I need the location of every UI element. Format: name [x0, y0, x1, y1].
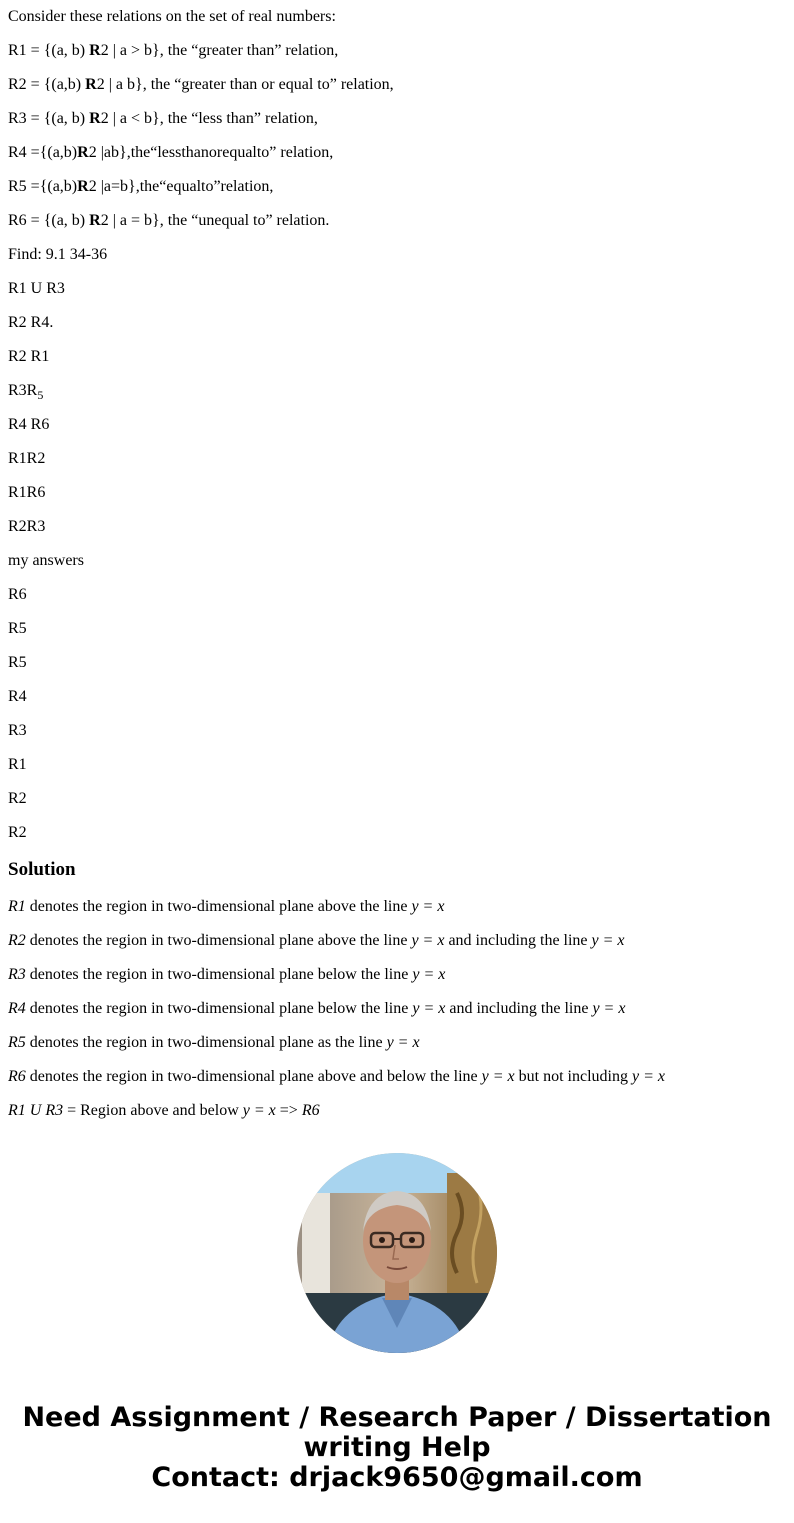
relation-text: 2 | a > b}, the “greater than” relation,: [100, 42, 339, 59]
intro-text: Consider these relations on the set of real numbers:: [8, 8, 336, 25]
question-item: R4 R6: [8, 416, 50, 433]
solution-line: [8, 958, 788, 992]
answer-item: R3: [8, 722, 27, 739]
relation-name: R6: [8, 1068, 26, 1085]
relation-text: R1 = {(a, b): [8, 42, 90, 59]
relation-r3: [8, 102, 788, 136]
solution-text: denotes the region in two-dimensional plane as the line: [25, 1034, 387, 1051]
equation: y = x: [411, 932, 445, 949]
answer-item: R2: [8, 790, 27, 807]
equation: y = x: [631, 1068, 665, 1085]
promo-banner: [0, 1403, 794, 1493]
equation: y = x: [386, 1034, 420, 1051]
solution-text: denotes the region in two-dimensional plane below the line: [25, 1000, 413, 1017]
solution-line: [8, 1060, 788, 1094]
real-set-symbol: R: [89, 42, 101, 59]
solution-line: [8, 890, 788, 924]
solution-text: =>: [275, 1102, 302, 1119]
solution-text: denotes the region in two-dimensional plane above the line: [25, 898, 412, 915]
equation: y = x: [592, 1000, 626, 1017]
relation-text: 2 | a = b}, the “unequal to” relation.: [100, 212, 330, 229]
relation-name: R2: [8, 932, 26, 949]
equation: y = x: [412, 1000, 446, 1017]
relation-text: R3 = {(a, b): [8, 110, 90, 127]
answer-item: R2: [8, 824, 27, 841]
author-photo: [297, 1153, 497, 1353]
find-label: Find: 9.1 34-36: [8, 246, 108, 263]
promo-line: writing Help: [303, 1432, 491, 1463]
equation: y = x: [412, 966, 446, 983]
question-item: R1 U R3: [8, 280, 65, 297]
question-item: [8, 374, 788, 408]
real-set-symbol: R: [77, 178, 89, 195]
real-set-symbol: R: [85, 76, 97, 93]
question-item: R2 R4.: [8, 314, 54, 331]
relation-r5: [8, 170, 788, 204]
solution-text: and including the line: [445, 1000, 593, 1017]
question-item: R1R2: [8, 450, 46, 467]
solution-line: [8, 992, 788, 1026]
equation: y = x: [411, 898, 445, 915]
relation-text: R2 = {(a,b): [8, 76, 86, 93]
relation-name: R3: [8, 966, 26, 983]
answers-label: my answers: [8, 552, 84, 569]
question-item: R2R3: [8, 518, 46, 535]
relation-r2: [8, 68, 788, 102]
relation-text: 2 | a < b}, the “less than” relation,: [100, 110, 318, 127]
relation-text: 2 | a b}, the “greater than or equal to” relation,: [96, 76, 394, 93]
solution-heading: Solution: [8, 859, 76, 880]
relation-r6: [8, 204, 788, 238]
answer-item: R1: [8, 756, 27, 773]
document-body: [8, 0, 788, 1122]
answer-item: R6: [8, 586, 27, 603]
relation-text: R4 ={(a,b): [8, 144, 78, 161]
relation-r1: [8, 34, 788, 68]
relation-text: R5 ={(a,b): [8, 178, 78, 195]
relation-text: 2 |ab},the“lessthanorequalto” relation,: [88, 144, 334, 161]
solution-text: = Region above and below: [63, 1102, 243, 1119]
real-set-symbol: R: [89, 212, 101, 229]
equation: y = x: [481, 1068, 515, 1085]
relation-name: R5: [8, 1034, 26, 1051]
solution-line: [8, 1026, 788, 1060]
solution-text: denotes the region in two-dimensional plane above the line: [25, 932, 412, 949]
solution-line-truncated: [8, 1094, 788, 1122]
solution-text: but not including: [514, 1068, 632, 1085]
question-item: R2 R1: [8, 348, 50, 365]
equation: R6: [301, 1102, 320, 1119]
promo-contact: Contact: drjack9650@gmail.com: [151, 1462, 643, 1493]
relation-name: R1 U R3: [8, 1102, 64, 1119]
relation-name: R4: [8, 1000, 26, 1017]
equation: y = x: [591, 932, 625, 949]
solution-text: denotes the region in two-dimensional plane above and below the line: [25, 1068, 482, 1085]
relation-name: R1: [8, 898, 26, 915]
real-set-symbol: R: [89, 110, 101, 127]
solution-text: and including the line: [444, 932, 592, 949]
answer-item: R5: [8, 654, 27, 671]
answer-item: R4: [8, 688, 27, 705]
relation-text: R6 = {(a, b): [8, 212, 90, 229]
relation-text: 2 |a=b},the“equalto”relation,: [88, 178, 274, 195]
question-item: R1R6: [8, 484, 46, 501]
answer-item: R5: [8, 620, 27, 637]
equation: y = x: [242, 1102, 276, 1119]
question-item-text: R3R: [8, 382, 38, 399]
subscript: 5: [37, 388, 44, 403]
solution-line: [8, 924, 788, 958]
relation-r4: [8, 136, 788, 170]
author-portrait-image: [297, 1153, 497, 1353]
promo-line: Need Assignment / Research Paper / Dissertation: [22, 1402, 772, 1433]
real-set-symbol: R: [77, 144, 89, 161]
solution-text: denotes the region in two-dimensional plane below the line: [25, 966, 413, 983]
